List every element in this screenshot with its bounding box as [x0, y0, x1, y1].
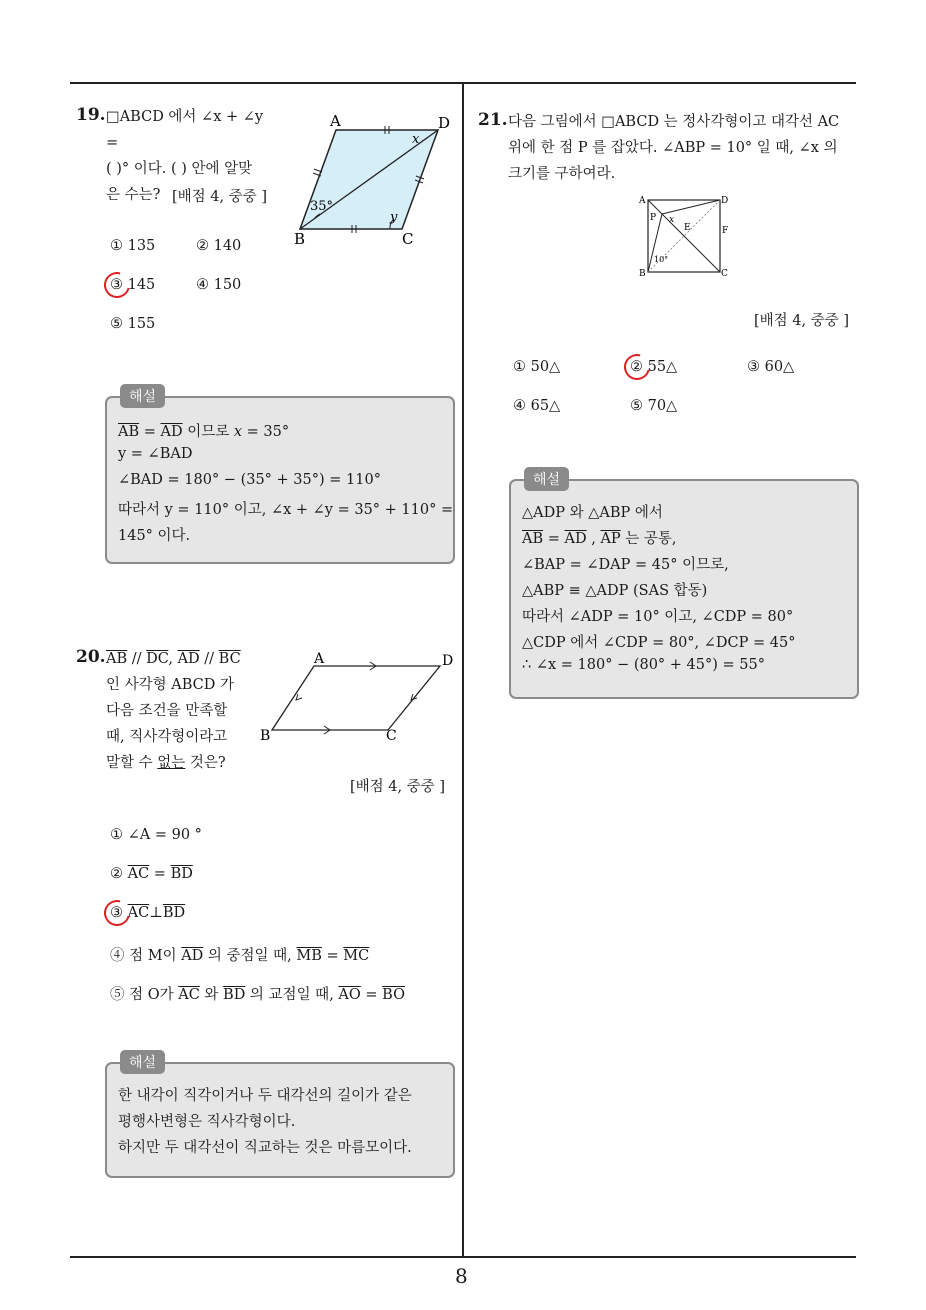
explanation-line: 하지만 두 대각선이 직교하는 것은 마름모이다.	[118, 1140, 412, 1156]
q19-choice-4[interactable]: ④ 150	[196, 277, 242, 293]
question-19	[76, 105, 106, 125]
segment-pd	[662, 200, 720, 214]
answer-circle-mark	[619, 349, 655, 385]
q20-score: [배점 4, 중중 ]	[350, 779, 446, 795]
answer-circle-mark	[99, 895, 135, 931]
explanation-line: ∠BAD = 180° − (35° + 35°) = 110°	[118, 472, 381, 488]
angle-label-y: y	[390, 210, 398, 225]
explanation-line: △ADP 와 △ABP 에서	[522, 505, 663, 521]
explanation-tag: 해설	[524, 467, 569, 491]
parallelogram-shape	[272, 666, 440, 730]
explanation-tag: 해설	[120, 384, 165, 408]
q19-choice-1[interactable]: ① 135	[110, 238, 156, 254]
angle-label-x: x	[669, 215, 675, 225]
angle-label-x: x	[412, 132, 420, 147]
point-label-p: P	[650, 213, 657, 223]
point-label-f: F	[722, 226, 729, 236]
q21-choice-2[interactable]: ② 55△	[630, 359, 678, 375]
q19-text: □ABCD 에서 ∠x + ∠y = ( )° 이다. ( ) 안에 알맞 은 수는?	[106, 109, 264, 203]
explanation-line: ∠BAP = ∠DAP = 45° 이므로,	[522, 557, 729, 573]
explanation-line: $\overline{AB} = \overline{AD}$ 이므로 x = 35°	[118, 424, 290, 440]
q19-choice-3[interactable]: ③ 145	[110, 277, 156, 293]
vertex-label-d: D	[721, 196, 729, 206]
q21-score: [배점 4, 중중 ]	[754, 313, 850, 329]
explanation-line: 한 내각이 직각이거나 두 대각선의 길이가 같은	[118, 1088, 412, 1104]
q20-text-line-5: 말할 수 없는 것은?	[106, 755, 226, 771]
q20-choice-1[interactable]: ① ∠A = 90 °	[110, 827, 202, 843]
point-label-e: E	[684, 223, 691, 233]
vertex-label-a: A	[639, 196, 646, 206]
q20-parallelogram-figure	[258, 648, 458, 748]
q20-text: $\overline{AB} // \overline{DC}$, $\overline{AD} // \overline{BC}$ 인 사각형 ABCD 가 다음 조건을 만족할 때, 직사각형이라고 말할 수 없는 것은?	[106, 646, 248, 776]
q21-choice-5[interactable]: ⑤ 70△	[630, 398, 678, 414]
explanation-line: ∴ ∠x = 180° − (80° + 45°) = 55°	[522, 657, 765, 673]
angle-label-10: 10°	[654, 255, 669, 264]
explanation-line: 145° 이다.	[118, 528, 191, 544]
vertex-label-b: B	[294, 230, 306, 247]
q20-choice-5[interactable]: ⑤ 점 O가 $\overline{AC}$ 와 $\overline{BD}$ 의 교점일 때, $\overline{AO} = \overline{BO}$	[110, 987, 405, 1003]
vertex-label-a: A	[330, 112, 341, 130]
answer-circle-mark	[99, 267, 135, 303]
q21-choice-3[interactable]: ③ 60△	[747, 359, 795, 375]
q19-choice-5[interactable]: ⑤ 155	[110, 316, 156, 332]
q20-choice-4[interactable]: ④ 점 M이 $\overline{AD}$ 의 중점일 때, $\overline{MB} = \overline{MC}$	[110, 948, 370, 964]
vertex-label-d: D	[438, 114, 451, 132]
vertex-label-c: C	[386, 728, 397, 744]
q21-text: 다음 그림에서 □ABCD 는 정사각형이고 대각선 AC 위에 한 점 P 를 잡았다. ∠ABP = 10° 일 때, ∠x 의 크기를 구하여라.	[508, 114, 840, 182]
q19-parallelogram-figure	[290, 112, 460, 247]
q19-choice-2[interactable]: ② 140	[196, 238, 242, 254]
vertex-label-b: B	[639, 269, 646, 279]
explanation-line: y = ∠BAD	[118, 446, 193, 462]
question-number: 19.	[76, 105, 106, 125]
question-number: 21.	[478, 110, 508, 130]
q21-square-figure	[634, 190, 734, 282]
vertex-label-c: C	[721, 269, 728, 279]
bottom-rule	[70, 1256, 856, 1258]
vertex-label-d: D	[442, 653, 454, 669]
parallel-arrow	[296, 694, 302, 700]
explanation-line: 따라서 y = 110° 이고, ∠x + ∠y = 35° + 110° =	[118, 502, 454, 518]
question-number: 20.	[76, 647, 106, 667]
vertex-label-b: B	[260, 728, 271, 744]
explanation-tag: 해설	[120, 1050, 165, 1074]
q21-choice-4[interactable]: ④ 65△	[513, 398, 561, 414]
explanation-line: △ABP ≡ △ADP (SAS 합동)	[522, 583, 708, 599]
question-20	[76, 647, 106, 667]
q19-score: [배점 4, 중중 ]	[172, 189, 268, 205]
explanation-line: $\overline{AB} = \overline{AD}$ , $\overline{AP}$ 는 공통,	[522, 531, 677, 547]
vertex-label-a: A	[314, 651, 325, 667]
explanation-line: △CDP 에서 ∠CDP = 80°, ∠DCP = 45°	[522, 635, 796, 651]
q21-choice-1[interactable]: ① 50△	[513, 359, 561, 375]
q20-text-line-1: $\overline{AB} // \overline{DC}$, $\overline{AD} // \overline{BC}$	[106, 651, 241, 667]
vertex-label-c: C	[402, 230, 414, 247]
column-divider	[462, 82, 464, 1258]
q20-choice-3[interactable]: ③ $\overline{AC}\perp\overline{BD}$	[110, 905, 186, 921]
question-21	[478, 110, 508, 130]
explanation-line: 평행사변형은 직사각형이다.	[118, 1114, 296, 1130]
angle-label-35: 35°	[310, 199, 334, 214]
explanation-line: 따라서 ∠ADP = 10° 이고, ∠CDP = 80°	[522, 609, 794, 625]
q20-choice-2[interactable]: ② $\overline{AC} = \overline{BD}$	[110, 866, 193, 882]
page-number: 8	[455, 1264, 468, 1288]
